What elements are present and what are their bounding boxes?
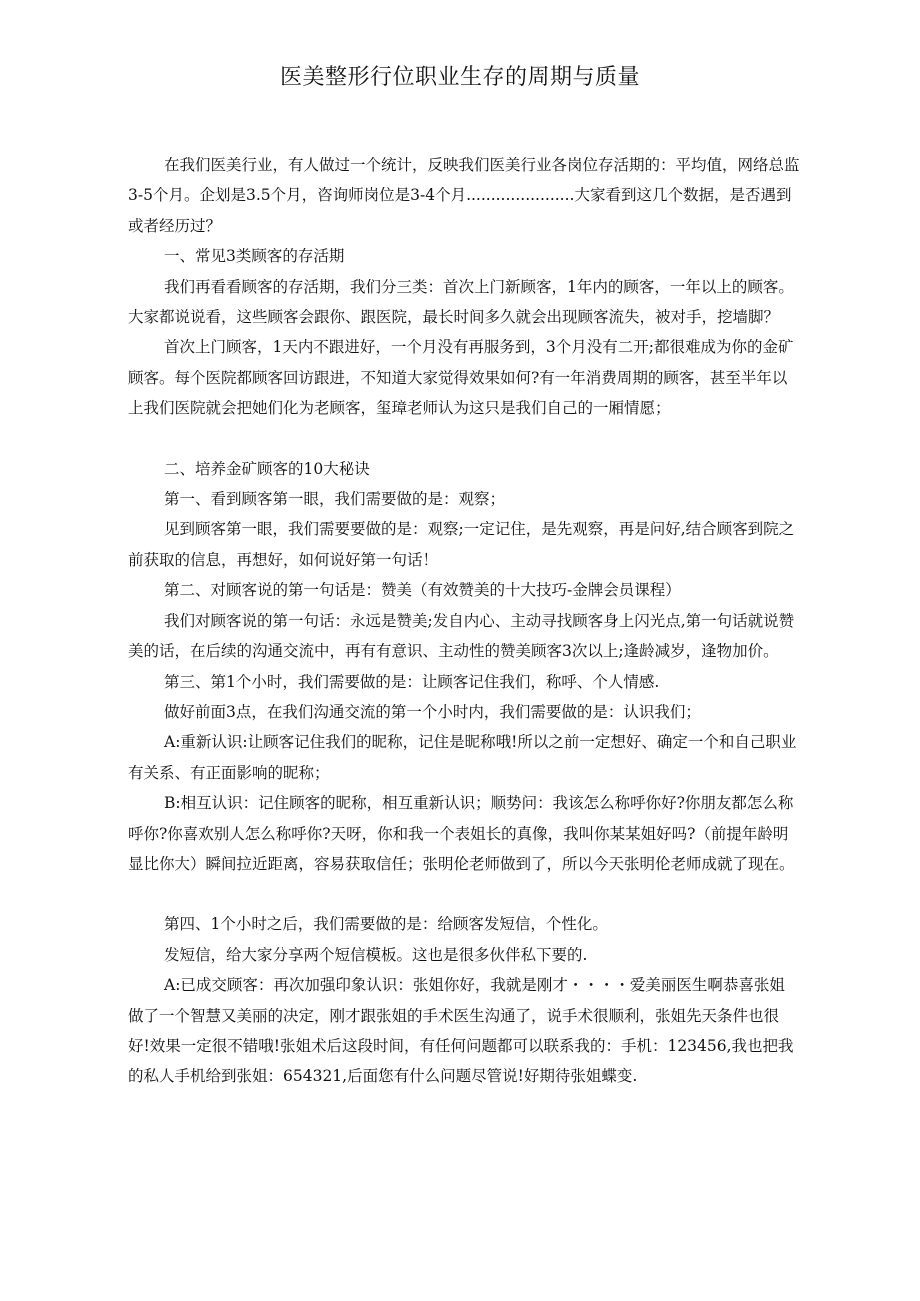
document-body [128,150,800,1092]
step-heading-3: 第三、第1个小时，我们需要做的是：让顾客记住我们，称呼、个人情感. [164,672,660,691]
page-title: 医美整形行位职业生存的周期与质量 [279,65,640,90]
paragraph: 发短信，给大家分享两个短信模板。这也是很多伙伴私下要的. [164,945,588,964]
section-heading-1: 一、常见3类顾客的存活期 [164,247,345,266]
paragraph: 首次上门顾客，1天内不跟进好，一个月没有再服务到，3个月没有二开;都很难成为你的金矿顾客。每个医院都顾客回访跟进，不知道大家觉得效果如何?有一年消费周期的顾客，甚至半年以上我们医院就会把她们化为老顾客，玺璋老师认为这只是我们自己的一厢情愿； [128,338,794,418]
paragraph: A:已成交顾客：再次加强印象认识：张姐你好，我就是刚才・・・・爱美丽医生啊恭喜张姐做了一个智慧又美丽的决定，刚才跟张姐的手术医生沟通了，说手术很顺利，张姐先天条件也很好!效果一定很不错哦!张姐术后这段时间，有任何问题都可以联系我的：手机：123456,我也把我的私人手机给到张姐：654321,后面您有什么问题尽管说!好期待张姐蝶变. [128,976,794,1086]
paragraph: 我们对顾客说的第一句话：永远是赞美;发自内心、主动寻找顾客身上闪光点,第一句话就说赞美的话，在后续的沟通交流中，再有有意识、主动性的赞美顾客3次以上;逢龄减岁，逢物加价。 [128,611,795,661]
paragraph-gap [128,424,800,454]
paragraph-intro: 在我们医美行业，有人做过一个统计，反映我们医美行业各岗位存活期的：平均值，网络总监3-5个月。企划是3.5个月，咨询师岗位是3-4个月......................大家看到这几个数据，是否遇到或者经历过？ [128,156,800,235]
step-heading-2: 第二、对顾客说的第一句话是：赞美（有效赞美的十大技巧-金牌会员课程） [164,581,681,600]
paragraph: 我们再看看顾客的存活期，我们分三类：首次上门新顾客，1年内的顾客，一年以上的顾客。大家都说说看，这些顾客会跟你、跟医院，最长时间多久就会出现顾客流失，被对手，挖墙脚？ [128,277,794,327]
paragraph: B:相互认识：记住顾客的昵称，相互重新认识；顺势问：我该怎么称呼你好?你朋友都怎么称呼你?你喜欢别人怎么称呼你?天呀，你和我一个表姐长的真像，我叫你某某姐好吗?（前提年龄明显比你大）瞬间拉近距离，容易获取信任；张明伦老师做到了，所以今天张明伦老师成就了现在。 [128,794,795,873]
step-heading-4: 第四、1个小时之后，我们需要做的是：给顾客发短信，个性化。 [164,915,608,934]
section-heading-2: 二、培养金矿顾客的10大秘诀 [164,459,370,478]
step-heading-1: 第一、看到顾客第一眼，我们需要做的是：观察； [164,490,506,509]
paragraph: A:重新认识:让顾客记住我们的昵称，记住是昵称哦!所以之前一定想好、确定一个和自己职业有关系、有正面影响的昵称； [128,733,797,782]
paragraph: 见到顾客第一眼，我们需要要做的是：观察;一定记住，是先观察，再是问好,结合顾客到院之前获取的信息，再想好，如何说好第一句话！ [128,520,795,569]
paragraph-gap [128,879,800,909]
paragraph: 做好前面3点，在我们沟通交流的第一个小时内，我们需要做的是：认识我们； [164,702,701,721]
